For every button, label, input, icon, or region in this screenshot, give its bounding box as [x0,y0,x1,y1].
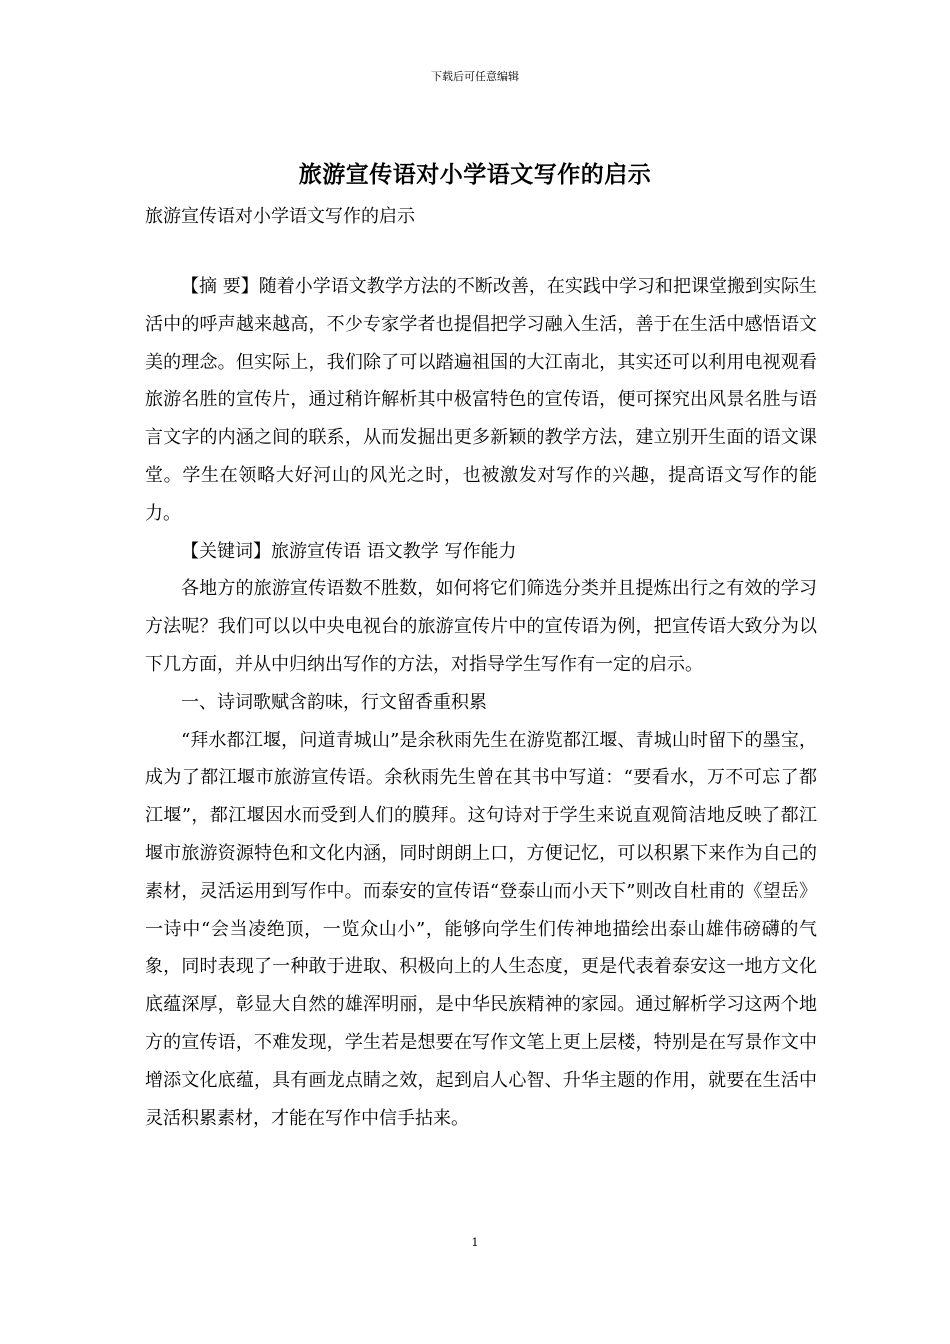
page-number: 1 [471,1236,479,1249]
abstract-paragraph: 【摘 要】随着小学语文教学方法的不断改善，在实践中学习和把课堂搬到实际生活中的呼声越来越高，不少专家学者也提倡把学习融入生活，善于在生活中感悟语文美的理念。但实际上，我们除了可以踏遍祖国的大江南北，其实还可以利用电视观看旅游名胜的宣传片，通过稍许解析其中极富特色的宣传语，便可探究出风景名胜与语言文字的内涵之间的联系，从而发掘出更多新颖的教学方法，建立别开生面的语文课堂。学生在领略大好河山的风光之时，也被激发对写作的兴趣，提高语文写作的能力。 [145,276,817,524]
document-body [145,268,817,1137]
document-title: 旅游宣传语对小学语文写作的启示 [298,161,652,188]
keywords-paragraph: 【关键词】旅游宣传语 语文教学 写作能力 [181,540,517,562]
header-note: 下载后可任意编辑 [431,70,519,83]
section-paragraph: “拜水都江堰，问道青城山”是余秋雨先生在游览都江堰、青城山时留下的墨宝，成为了都江堰市旅游宣传语。余秋雨先生曾在其书中写道：“要看水，万不可忘了都江堰”，都江堰因水而受到人们的膜拜。这句诗对于学生来说直观简洁地反映了都江堰市旅游资源特色和文化内涵，同时朗朗上口，方便记忆，可以积累下来作为自己的素材，灵活运用到写作中。而泰安的宣传语“登泰山而小天下”则改自杜甫的《望岳》一诗中“会当凌绝顶，一览众山小”，能够向学生们传神地描绘出泰山雄伟磅礴的气象，同时表现了一种敢于进取、积极向上的人生态度，更是代表着泰安这一地方文化底蕴深厚，彰显大自然的雄浑明丽，是中华民族精神的家园。通过解析学习这两个地方的宣传语，不难发现，学生若是想要在写作文笔上更上层楼，特别是在写景作文中增添文化底蕴，具有画龙点睛之效，起到启人心智、升华主题的作用，就要在生活中灵活积累素材，才能在写作中信手拈来。 [145,729,817,1129]
document-subtitle: 旅游宣传语对小学语文写作的启示 [145,206,415,227]
section-heading: 一、诗词歌赋含韵味，行文留香重积累 [181,691,487,713]
intro-paragraph: 各地方的旅游宣传语数不胜数，如何将它们筛选分类并且提炼出行之有效的学习方法呢？我们可以以中央电视台的旅游宣传片中的宣传语为例，把宣传语大致分为以下几方面，并从中归纳出写作的方法，对指导学生写作有一定的启示。 [145,578,817,675]
